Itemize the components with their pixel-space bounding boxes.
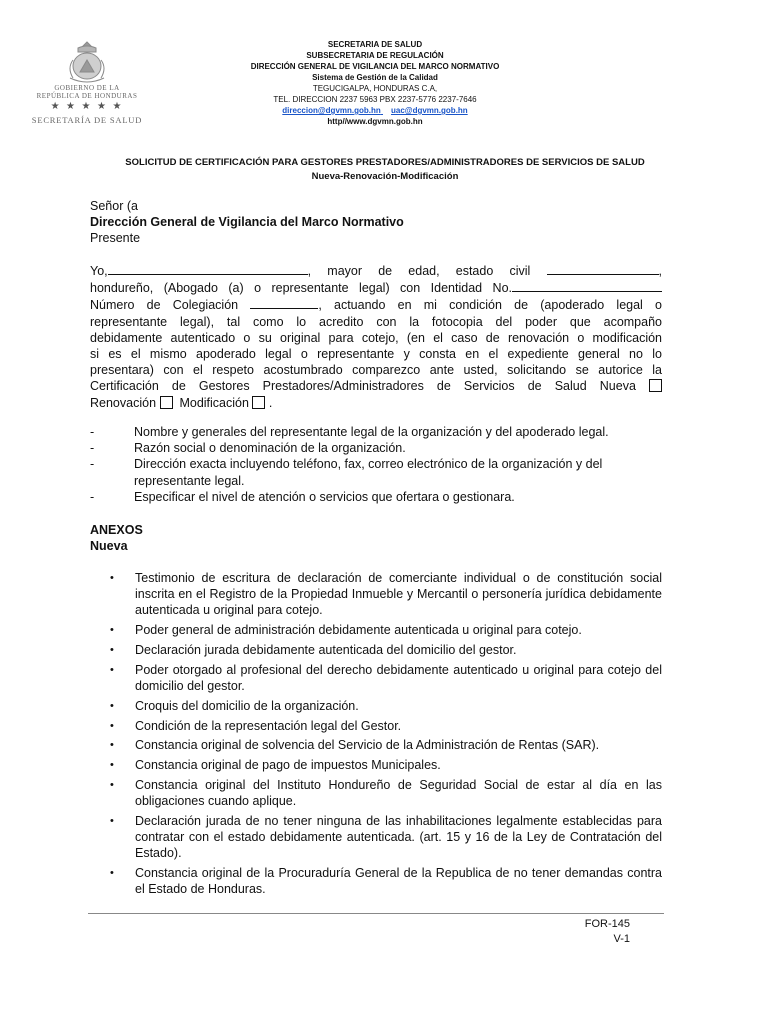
list-item: [110, 662, 662, 694]
list-item-text: Testimonio de escritura de declaración de comerciante individual o de constitución social inscrita en el Registro de la Propiedad Inmueble y Mercantil o personería jurídica debidamente autenticada u original para cotejo.: [135, 571, 662, 618]
title-line-1: SOLICITUD DE CERTIFICACIÓN PARA GESTORES PRESTADORES/ADMINISTRADORES DE SERVICIOS DE SALUD: [125, 157, 645, 168]
para-line-8: [90, 378, 662, 394]
name-blank[interactable]: [108, 262, 308, 275]
list-item: [110, 777, 662, 809]
para-text: Número de Colegiación: [90, 298, 239, 313]
header-sistema: Sistema de Gestión de la Calidad: [312, 73, 438, 82]
header-city: TEGUCIGALPA, HONDURAS C.A,: [312, 84, 438, 93]
para-line-9: [90, 395, 662, 411]
title-line-2: Nueva-Renovación-Modificación: [311, 171, 459, 182]
list-item: [110, 718, 662, 734]
list-item-text: Constancia original de pago de impuestos Municipales.: [135, 758, 441, 773]
list-item-text: Condición de la representación legal del Gestor.: [135, 718, 402, 733]
list-item-text: Poder otorgado al profesional del derecho debidamente autenticado u original para cotejo del domicilio del gestor.: [135, 662, 662, 693]
anexos-heading: [90, 522, 143, 554]
bullet-marker: •: [110, 778, 114, 791]
form-code: [560, 917, 630, 947]
dash-marker: -: [90, 489, 95, 504]
list-item-text: Croquis del domicilio de la organización.: [135, 698, 359, 713]
form-code-version: V-1: [613, 933, 630, 945]
list-item-text: Poder general de administración debidamente autenticada u original para cotejo.: [135, 623, 582, 638]
logo-caption: [28, 84, 146, 125]
para-text: , mayor de edad, estado civil: [307, 264, 531, 278]
logo-line-1: GOBIERNO DE LA: [54, 84, 120, 92]
request-paragraph: [90, 262, 662, 411]
header-phone: TEL. DIRECCION 2237 5963 PBX 2237-5776 2237-7646: [273, 95, 477, 104]
anexos-subtitle: Nueva: [90, 539, 128, 554]
list-item-text: Dirección exacta incluyendo teléfono, fax, correo electrónico de la organización y del representante legal.: [134, 457, 603, 488]
dash-marker: -: [90, 441, 95, 456]
para-line-1: [90, 262, 662, 279]
para-line-3: [90, 296, 662, 313]
list-item-text: Declaración jurada de no tener ninguna de las inhabilitaciones legalmente establecidas para contratar con el estado debidamente autenticada. (art. 15 y 16 de la Ley de Contratación del Estado).: [135, 813, 662, 861]
identity-number-blank[interactable]: [512, 279, 662, 292]
para-text: Certificación de Gestores Prestadores/Administradores de Servicios de Salud Nueva: [90, 379, 636, 394]
para-line-6: si es el mismo apoderado legal o representante y consta en el expediente general no lo: [90, 347, 662, 362]
header-emails: [150, 105, 600, 116]
bullet-marker: •: [110, 814, 114, 827]
para-text: Renovación: [90, 395, 157, 410]
form-code-number: FOR-145: [584, 918, 630, 930]
header-secretaria: SECRETARIA DE SALUD: [327, 40, 423, 49]
list-item: [110, 737, 662, 753]
bullet-marker: •: [110, 719, 114, 732]
nueva-checkbox[interactable]: [649, 379, 662, 392]
logo-stars: ★ ★ ★ ★ ★: [50, 101, 124, 112]
list-item: [90, 489, 662, 505]
dash-marker: -: [90, 425, 95, 439]
para-line-5: debidamente autenticado o su original para cotejo, (en el caso de renovación o modificación: [90, 330, 662, 345]
para-text: , actuando en mi condición de (apoderado legal o: [318, 298, 662, 313]
list-item-text: Constancia original de la Procuraduría General de la Republica de no tener demandas contra el Estado de Honduras.: [135, 866, 662, 897]
header-subsecretaria: SUBSECRETARIA DE REGULACIÓN: [306, 51, 444, 60]
list-item-text: Razón social o denominación de la organización.: [134, 441, 406, 456]
dash-marker: -: [90, 457, 95, 472]
salutation-line-2: Dirección General de Vigilancia del Marco Normativo: [90, 215, 404, 230]
logo-line-2: REPÚBLICA DE HONDURAS: [36, 92, 138, 100]
para-text: hondureño, (Abogado (a) o representante legal) con Identidad No.: [90, 281, 512, 296]
bullet-marker: •: [110, 739, 114, 752]
list-item: [110, 642, 662, 658]
para-line-4: representante legal), tal como lo acredito con la fotocopia del poder que acompaño: [90, 314, 662, 329]
para-line-7: presentara) con el respeto acostumbrado comparezco ante usted, solicitando se autorice la: [90, 363, 662, 378]
header-direccion: DIRECCIÓN GENERAL DE VIGILANCIA DEL MARCO NORMATIVO: [250, 62, 500, 71]
salutation-line-3: Presente: [90, 231, 141, 246]
salutation: [90, 198, 662, 247]
header-website[interactable]: http//www.dgvmn.gob.hn: [327, 117, 423, 126]
bullet-marker: •: [110, 644, 114, 656]
para-line-2: [90, 279, 662, 296]
anexos-title: ANEXOS: [90, 523, 143, 537]
bullet-marker: •: [110, 663, 114, 676]
list-item: [110, 570, 662, 619]
document-title: [60, 156, 710, 184]
bullet-marker: •: [110, 867, 114, 880]
list-item: [110, 813, 662, 862]
colegiacion-number-blank[interactable]: [250, 296, 318, 309]
logo-line-3: SECRETARÍA DE SALUD: [31, 115, 143, 125]
list-item-text: Especificar el nivel de atención o servicios que ofertara o gestionara.: [134, 489, 515, 504]
requirements-list: [90, 424, 662, 505]
letterhead: [150, 39, 600, 127]
email-link-uac[interactable]: uac@dgvmn.gob.hn: [391, 106, 468, 115]
bullet-marker: •: [110, 759, 114, 772]
civil-status-blank[interactable]: [547, 262, 659, 275]
list-item-text: Constancia original de solvencia del Servicio de la Administración de Rentas (SAR).: [135, 738, 600, 753]
list-item: [90, 440, 662, 456]
bullet-marker: •: [110, 624, 114, 637]
list-item-text: Nombre y generales del representante legal de la organización y del apoderado legal.: [134, 425, 609, 439]
para-text: .: [268, 395, 273, 410]
list-item: [110, 865, 662, 897]
bullet-marker: •: [110, 699, 114, 712]
para-text: Modificación: [179, 395, 249, 410]
annex-list: [110, 570, 662, 901]
list-item: [110, 698, 662, 714]
footer-divider: [88, 913, 664, 914]
email-link-direccion[interactable]: direccion@dgvmn.gob.hn: [282, 106, 381, 115]
list-item-text: Declaración jurada debidamente autenticada del domicilio del gestor.: [135, 643, 517, 657]
modificacion-checkbox[interactable]: [252, 396, 265, 409]
list-item: [90, 456, 662, 488]
renovacion-checkbox[interactable]: [160, 396, 173, 409]
list-item: [110, 757, 662, 773]
list-item-text: Constancia original del Instituto Hondureño de Seguridad Social de estar al día en las obligaciones cuando aplique.: [135, 777, 662, 809]
para-text: ,: [658, 264, 662, 278]
bullet-marker: •: [110, 572, 114, 584]
para-text: Yo,: [90, 264, 108, 278]
list-item: [90, 424, 662, 440]
salutation-line-1: Señor (a: [90, 199, 138, 213]
list-item: [110, 622, 662, 638]
